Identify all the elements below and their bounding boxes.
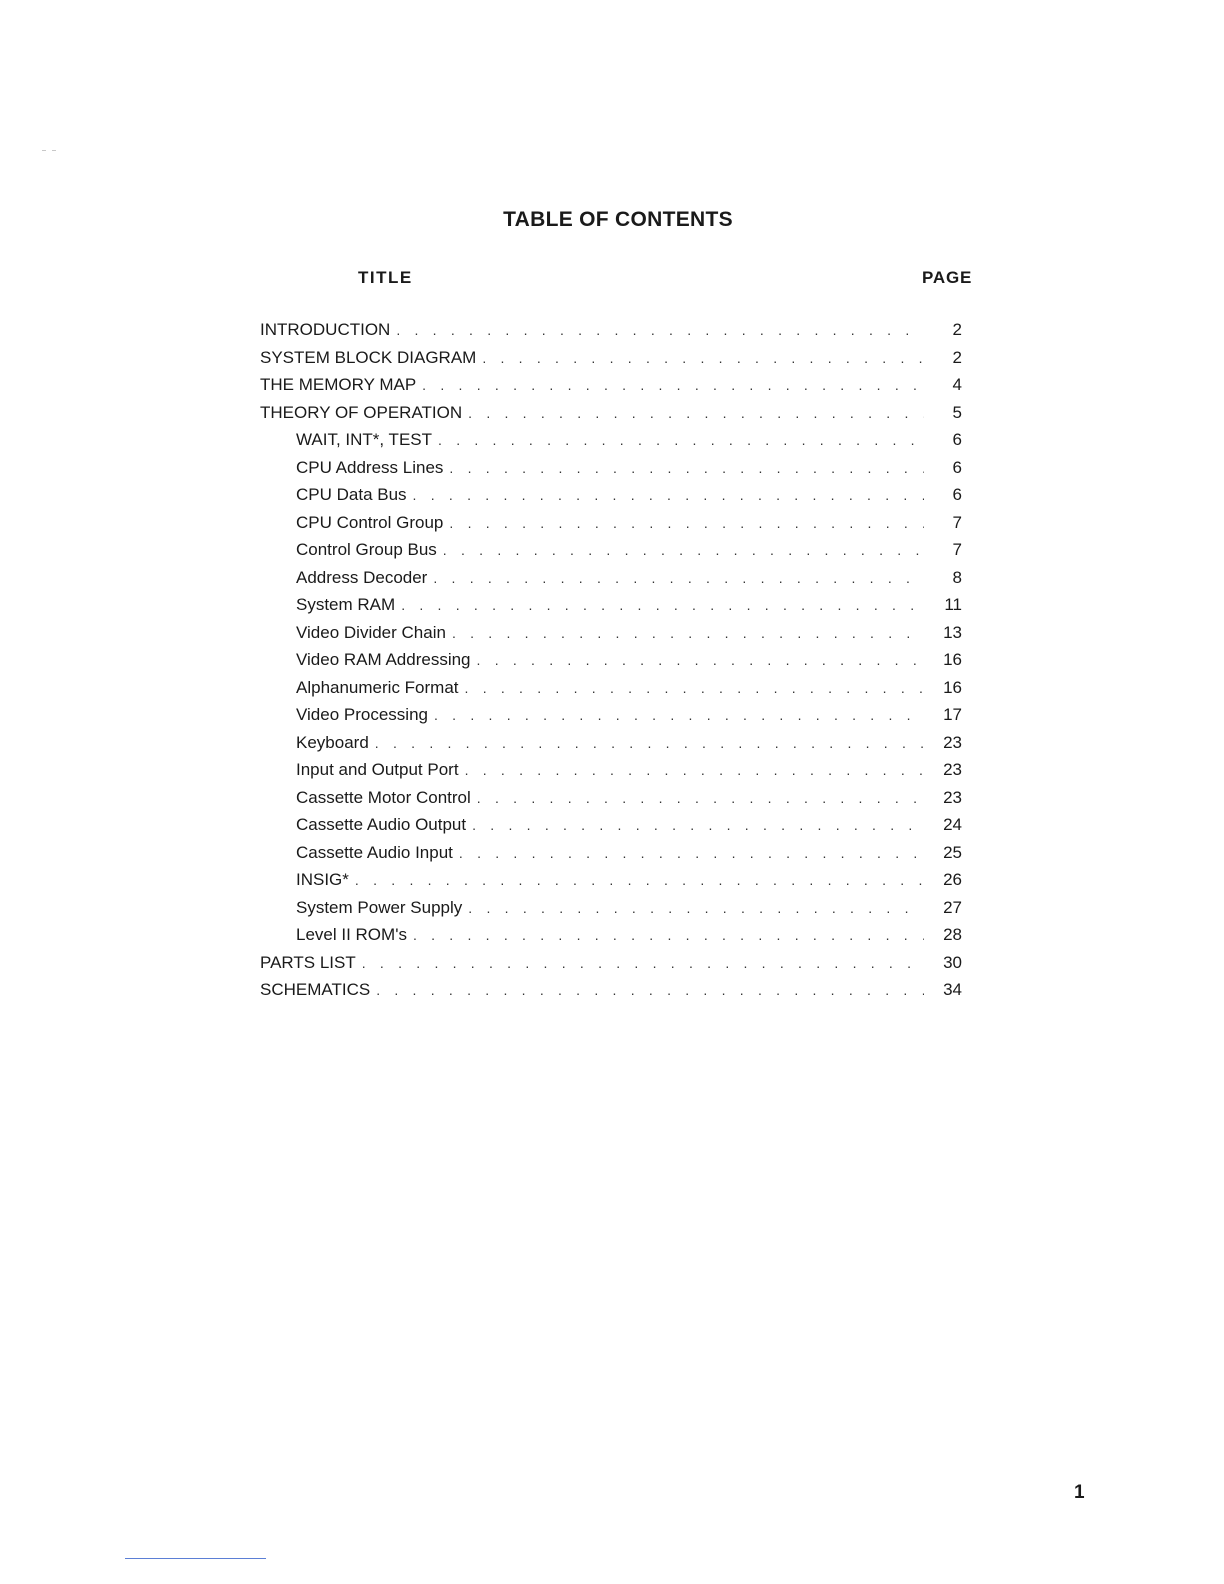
toc-entry bbox=[260, 458, 962, 486]
toc-entry-page: 23 bbox=[943, 732, 962, 752]
toc-entry-page: 16 bbox=[943, 650, 962, 669]
toc-entry-label: Cassette Audio Input bbox=[296, 842, 453, 862]
page-title: TABLE OF CONTENTS bbox=[503, 208, 733, 231]
toc-entry-label: Video Processing bbox=[296, 705, 428, 724]
toc-entry-page: 34 bbox=[943, 980, 962, 999]
dot-leader bbox=[449, 515, 924, 531]
toc-entry-page: 27 bbox=[943, 897, 962, 917]
toc-entry-page: 6 bbox=[952, 485, 962, 504]
toc-entry-page: 23 bbox=[943, 787, 962, 807]
toc-entry-label: SYSTEM BLOCK DIAGRAM bbox=[260, 347, 477, 367]
dot-leader bbox=[472, 817, 924, 833]
toc-entry bbox=[260, 513, 962, 541]
toc-entry-label: PARTS LIST bbox=[260, 952, 356, 972]
table-of-contents bbox=[260, 320, 962, 1008]
toc-entry bbox=[260, 953, 962, 981]
toc-entry-label: THEORY OF OPERATION bbox=[260, 402, 463, 422]
toc-entry-label: Video RAM Addressing bbox=[296, 650, 471, 669]
toc-entry bbox=[260, 733, 962, 761]
toc-entry-page: 7 bbox=[952, 540, 962, 559]
dot-leader bbox=[375, 735, 924, 751]
toc-entry-label: System Power Supply bbox=[296, 897, 463, 917]
toc-entry-label: Input and Output Port bbox=[296, 760, 459, 779]
toc-entry bbox=[260, 705, 962, 733]
toc-entry-page: 11 bbox=[944, 595, 962, 614]
toc-entry-label: INSIG* bbox=[296, 870, 349, 889]
dot-leader bbox=[449, 460, 924, 476]
toc-entry-page: 6 bbox=[952, 430, 962, 449]
toc-entry-page: 24 bbox=[943, 815, 962, 834]
toc-entry bbox=[260, 623, 962, 651]
toc-entry-label: Video Divider Chain bbox=[296, 622, 446, 642]
toc-entry bbox=[260, 348, 962, 376]
toc-entry-page: 7 bbox=[952, 512, 962, 532]
scan-speck bbox=[52, 150, 56, 151]
toc-entry bbox=[260, 320, 962, 348]
toc-entry-page: 25 bbox=[943, 842, 962, 862]
dot-leader bbox=[362, 955, 924, 971]
toc-entry-label: System RAM bbox=[296, 595, 396, 614]
dot-leader bbox=[422, 377, 924, 393]
column-header-title: TITLE bbox=[358, 268, 413, 287]
toc-entry bbox=[260, 650, 962, 678]
toc-entry bbox=[260, 540, 962, 568]
toc-entry-page: 6 bbox=[952, 457, 962, 477]
toc-entry bbox=[260, 430, 962, 458]
toc-entry-page: 13 bbox=[943, 622, 962, 642]
dot-leader bbox=[477, 652, 924, 668]
scan-speck bbox=[42, 150, 46, 151]
dot-leader bbox=[396, 322, 924, 338]
toc-entry-page: 4 bbox=[952, 375, 962, 394]
toc-entry-page: 2 bbox=[952, 347, 962, 367]
toc-entry bbox=[260, 760, 962, 788]
toc-entry bbox=[260, 568, 962, 596]
toc-entry-label: Level II ROM's bbox=[296, 925, 407, 944]
dot-leader bbox=[376, 982, 924, 998]
dot-leader bbox=[401, 597, 924, 613]
toc-entry bbox=[260, 403, 962, 431]
toc-entry-label: CPU Data Bus bbox=[296, 485, 407, 504]
toc-entry-label: WAIT, INT*, TEST bbox=[296, 430, 433, 449]
toc-entry bbox=[260, 678, 962, 706]
toc-entry bbox=[260, 815, 962, 843]
toc-entry-page: 16 bbox=[943, 677, 962, 697]
toc-entry-page: 30 bbox=[943, 952, 962, 972]
toc-entry bbox=[260, 898, 962, 926]
toc-entry bbox=[260, 980, 962, 1008]
dot-leader bbox=[433, 570, 924, 586]
toc-entry-page: 2 bbox=[952, 320, 962, 339]
page-number: 1 bbox=[1074, 1482, 1085, 1503]
dot-leader bbox=[355, 872, 924, 888]
toc-entry-page: 17 bbox=[943, 705, 962, 724]
toc-entry-label: SCHEMATICS bbox=[260, 980, 371, 999]
toc-entry-label: CPU Control Group bbox=[296, 512, 444, 532]
toc-entry-page: 26 bbox=[943, 870, 962, 889]
toc-entry bbox=[260, 870, 962, 898]
toc-entry bbox=[260, 925, 962, 953]
toc-entry-label: Cassette Audio Output bbox=[296, 815, 467, 834]
dot-leader bbox=[477, 790, 924, 806]
toc-entry-label: Keyboard bbox=[296, 732, 369, 752]
dot-leader bbox=[438, 432, 924, 448]
dot-leader bbox=[452, 625, 924, 641]
dot-leader bbox=[465, 762, 924, 778]
toc-entry-label: Alphanumeric Format bbox=[296, 677, 459, 697]
toc-entry bbox=[260, 595, 962, 623]
toc-entry-label: Control Group Bus bbox=[296, 540, 437, 559]
toc-entry-label: INTRODUCTION bbox=[260, 320, 391, 339]
dot-leader bbox=[482, 350, 924, 366]
toc-entry-label: THE MEMORY MAP bbox=[260, 375, 417, 394]
toc-entry-label: CPU Address Lines bbox=[296, 457, 444, 477]
toc-entry bbox=[260, 375, 962, 403]
dot-leader bbox=[443, 542, 924, 558]
column-header-page: PAGE bbox=[922, 268, 973, 287]
dot-leader bbox=[465, 680, 924, 696]
toc-entry-page: 23 bbox=[943, 760, 962, 779]
dot-leader bbox=[413, 487, 924, 503]
toc-entry-label: Cassette Motor Control bbox=[296, 787, 471, 807]
toc-entry-page: 28 bbox=[943, 925, 962, 944]
dot-leader bbox=[413, 927, 924, 943]
dot-leader bbox=[468, 900, 924, 916]
dot-leader bbox=[434, 707, 924, 723]
dot-leader bbox=[459, 845, 924, 861]
footer-rule bbox=[125, 1558, 266, 1559]
toc-entry-label: Address Decoder bbox=[296, 567, 428, 587]
toc-entry-page: 5 bbox=[952, 402, 962, 422]
toc-entry bbox=[260, 485, 962, 513]
dot-leader bbox=[468, 405, 924, 421]
toc-entry bbox=[260, 788, 962, 816]
toc-entry-page: 8 bbox=[952, 567, 962, 587]
toc-entry bbox=[260, 843, 962, 871]
